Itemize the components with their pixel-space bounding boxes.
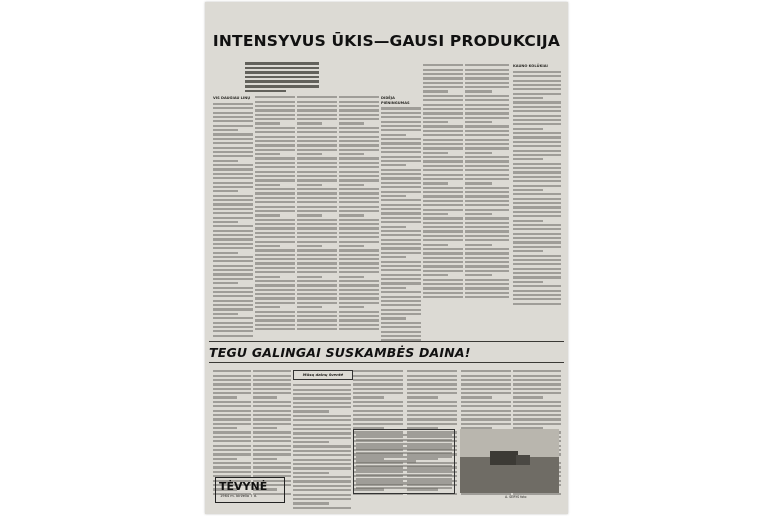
lower-column-3: [293, 382, 351, 509]
newspaper-page: [205, 2, 568, 514]
newspaper-masthead: [215, 477, 285, 503]
article-column-1: [213, 94, 253, 337]
article-column-8: [513, 62, 561, 305]
boxed-article-title: Mūsų dainų šventė: [293, 370, 353, 380]
article-column-5: [381, 94, 421, 341]
photo-credit: A. ŠERYS foto: [505, 495, 527, 499]
section-underline: [209, 362, 564, 363]
column-subhead-3: KAUNO KOLŪKIAI: [513, 64, 548, 68]
section-headline: TEGU GALINGAI SUSKAMBĖS DAINA!: [209, 345, 471, 360]
article-column-7: [465, 62, 509, 298]
section-divider: [209, 341, 564, 342]
lower-column-2: [253, 368, 291, 495]
lead-paragraph: [245, 60, 319, 92]
article-column-3: [297, 94, 337, 330]
page-headline: INTENSYVUS ŪKIS—GAUSI PRODUKCIJA: [212, 32, 561, 50]
article-column-2: [255, 94, 295, 330]
column-subhead-2: DIDĖJA PIENINGUMAS: [381, 96, 410, 105]
masthead-title: TĖVYNĖ: [219, 480, 268, 493]
column-subhead-1: VIS DAUGIAU LINŲ: [213, 96, 251, 100]
article-column-4: [339, 94, 379, 330]
lower-column-1: [213, 368, 251, 495]
photo-caption-box: [353, 429, 455, 494]
article-column-6: [423, 62, 463, 298]
masthead-date: 1964 m. birželio 7 d.: [220, 494, 258, 498]
harvester-photo: [460, 429, 559, 493]
